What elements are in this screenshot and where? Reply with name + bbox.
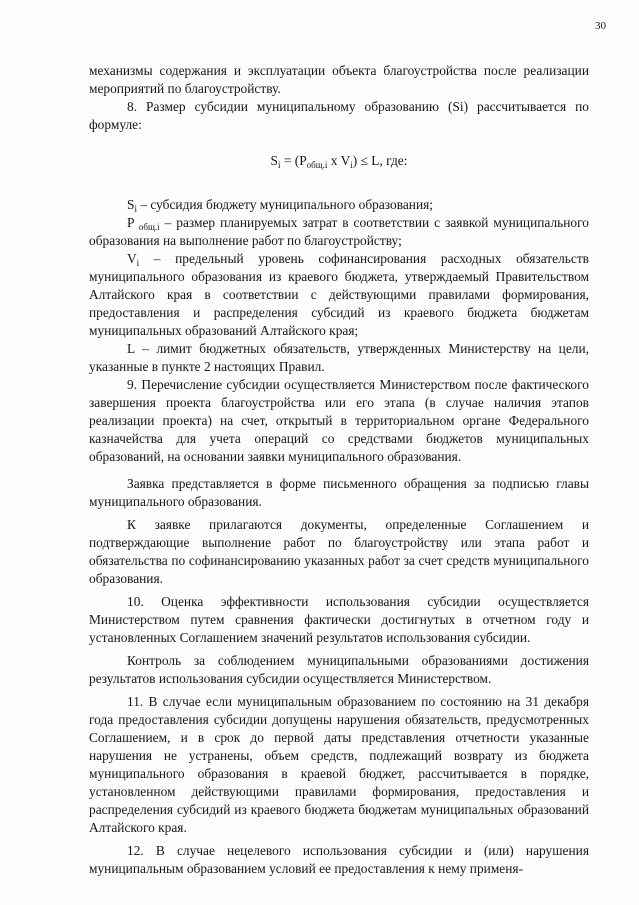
- paragraph-12: 12. В случае нецелевого использования субсидии и (или) нарушения муниципальным образованием условий ее предоставления к нему применя-: [89, 843, 589, 876]
- definition-p: [89, 214, 589, 250]
- definition-v: [89, 250, 589, 340]
- formula-mid2: x V: [327, 153, 351, 168]
- page-number: 30: [595, 20, 606, 32]
- formula-s: S: [270, 153, 278, 168]
- def-v-symbol: V: [127, 251, 137, 266]
- def-v-sub: i: [136, 258, 140, 268]
- def-v-text: – предельный уровень софинансирования расходных обязательств муниципального образования из краевого бюджета, утверждаемый Правительством Алтайского края в соответствии с действующими правилами формирования, предоставления и распределения субсидий из краевого бюджета бюджетам муниципальных образований Алтайского края;: [89, 251, 589, 338]
- def-s-text: – субсидия бюджету муниципального образования;: [136, 197, 434, 212]
- paragraph-8: 8. Размер субсидии муниципальному образованию (Si) рассчитывается по формуле:: [89, 99, 589, 132]
- def-p-text: – размер планируемых затрат в соответствии с заявкой муниципального образования на выполнение работ по благоустройству;: [89, 215, 589, 248]
- formula-rhs: ) ≤ L, где:: [352, 153, 408, 168]
- document-body: [89, 62, 589, 878]
- paragraph-9-application: Заявка представляется в форме письменного обращения за подписью главы муниципального образования.: [89, 476, 589, 509]
- def-s-symbol: S: [127, 197, 135, 212]
- paragraph-9: 9. Перечисление субсидии осуществляется Министерством после фактического завершения проекта благоустройства или его этапа (в случае наличия этапов реализации проекта) на счет, открытый в территориальном органе Федерального казначейства для учета операций со средствами бюджетов муниципальных образований, на основании заявки муниципального образования.: [89, 377, 589, 464]
- paragraph-10-control: Контроль за соблюдением муниципальными образованиями достижения результатов использования субсидии осуществляется Министерством.: [89, 653, 589, 686]
- formula-v-sub: i: [350, 160, 353, 170]
- def-s-sub: i: [134, 204, 137, 214]
- def-p-sub: общ.i: [138, 222, 160, 232]
- subsidy-formula: [89, 152, 589, 170]
- paragraph-9-documents: К заявке прилагаются документы, определенные Соглашением и подтверждающие выполнение работ по благоустройству или этапа работ и обязательства по софинансированию указанных работ за счет средств муниципального образования.: [89, 517, 589, 586]
- paragraph-continuation: механизмы содержания и эксплуатации объекта благоустройства после реализации мероприятий по благоустройству.: [89, 63, 589, 96]
- definition-l: L – лимит бюджетных обязательств, утвержденных Министерству на цели, указанные в пункте 2 настоящих Правил.: [89, 341, 589, 374]
- paragraph-10: 10. Оценка эффективности использования субсидии осуществляется Министерством путем сравнения фактически достигнутых в отчетном году и установленных Соглашением значений результатов использования субсидии.: [89, 594, 589, 645]
- paragraph-11: 11. В случае если муниципальным образованием по состоянию на 31 декабря года предоставления субсидии допущены нарушения обязательств, предусмотренных Соглашением, и в срок до первой даты представления отчетности указанные нарушения не устранены, объем средств, подлежащий возврату из бюджета муниципального образования в краевой бюджет, рассчитывается в порядке, установленном действующими правилами формирования, предоставления и распределения субсидий из краевого бюджета бюджетам муниципальных образований Алтайского края.: [89, 694, 589, 835]
- formula-mid1: = (P: [280, 153, 307, 168]
- definition-s: [89, 196, 589, 214]
- def-p-symbol: P: [127, 215, 139, 230]
- formula-s-sub: i: [277, 160, 281, 170]
- formula-p-sub: общ.i: [306, 160, 328, 170]
